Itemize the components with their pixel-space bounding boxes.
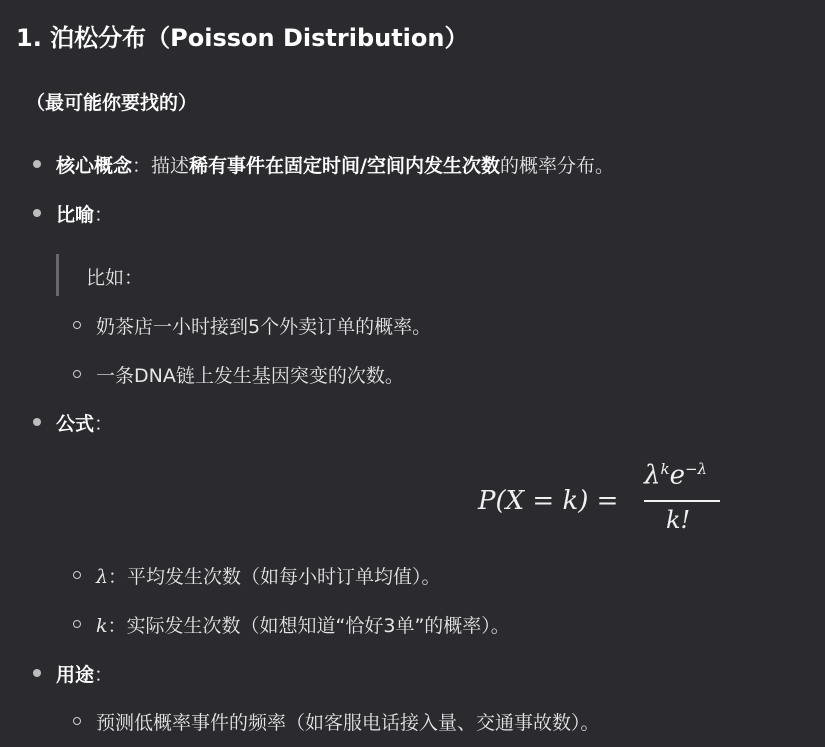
poisson-formula — [478, 460, 728, 544]
fraction-bar — [644, 500, 720, 502]
list-item-usage — [56, 660, 113, 687]
symbol-lambda: λ — [96, 566, 109, 588]
sub-item-text: ：实际发生次数（如想知道“恰好3单”的概率）。 — [107, 615, 510, 637]
exponent-k: k — [660, 460, 670, 478]
label-separator: ： — [94, 204, 114, 226]
item-label: 用途 — [56, 664, 95, 686]
sub-list-item: 奶茶店一小时接到5个外卖订单的概率。 — [96, 316, 432, 338]
exponent-neg-lambda: −λ — [684, 460, 708, 478]
section-title: 1. 泊松分布（Poisson Distribution） — [16, 24, 469, 52]
list-item-metaphor — [56, 200, 113, 227]
formula-numerator — [644, 460, 707, 491]
list-item-formula — [56, 409, 113, 436]
formula-lhs: P(X = k) = — [478, 486, 619, 516]
bullet-dot — [33, 160, 41, 168]
item-text: 描述 — [151, 155, 190, 177]
symbol-k: k — [96, 615, 108, 637]
item-label: 比喻 — [56, 204, 95, 226]
item-label: 公式 — [56, 413, 95, 435]
sub-bullet-ring — [73, 571, 81, 579]
bullet-dot — [33, 669, 41, 677]
list-item-concept — [56, 151, 614, 178]
label-separator: ： — [94, 413, 114, 435]
section-subtitle: （最可能你要找的） — [26, 92, 198, 114]
label-separator: ： — [94, 664, 114, 686]
sub-list-item — [96, 562, 441, 589]
formula-denominator: k! — [666, 506, 691, 534]
sub-bullet-ring — [73, 370, 81, 378]
item-bold-text: 稀有事件在固定时间/空间内发生次数 — [189, 155, 500, 177]
sub-list-item: 预测低概率事件的频率（如客服电话接入量、交通事故数）。 — [96, 712, 600, 734]
label-separator: ： — [132, 155, 152, 177]
sub-list-item — [96, 611, 510, 638]
sub-bullet-ring — [73, 620, 81, 628]
sub-bullet-ring — [73, 321, 81, 329]
item-text: 的概率分布。 — [500, 155, 615, 177]
sub-bullet-ring — [73, 717, 81, 725]
blockquote-bar — [56, 254, 59, 296]
bullet-dot — [33, 418, 41, 426]
euler-e: e — [669, 460, 685, 491]
sub-list-item: 一条DNA链上发生基因突变的次数。 — [96, 365, 404, 387]
lambda-symbol: λ — [644, 460, 661, 491]
blockquote-text: 比如： — [86, 267, 144, 289]
sub-item-text: ：平均发生次数（如每小时订单均值）。 — [108, 566, 441, 588]
item-label: 核心概念 — [56, 155, 133, 177]
bullet-dot — [33, 209, 41, 217]
